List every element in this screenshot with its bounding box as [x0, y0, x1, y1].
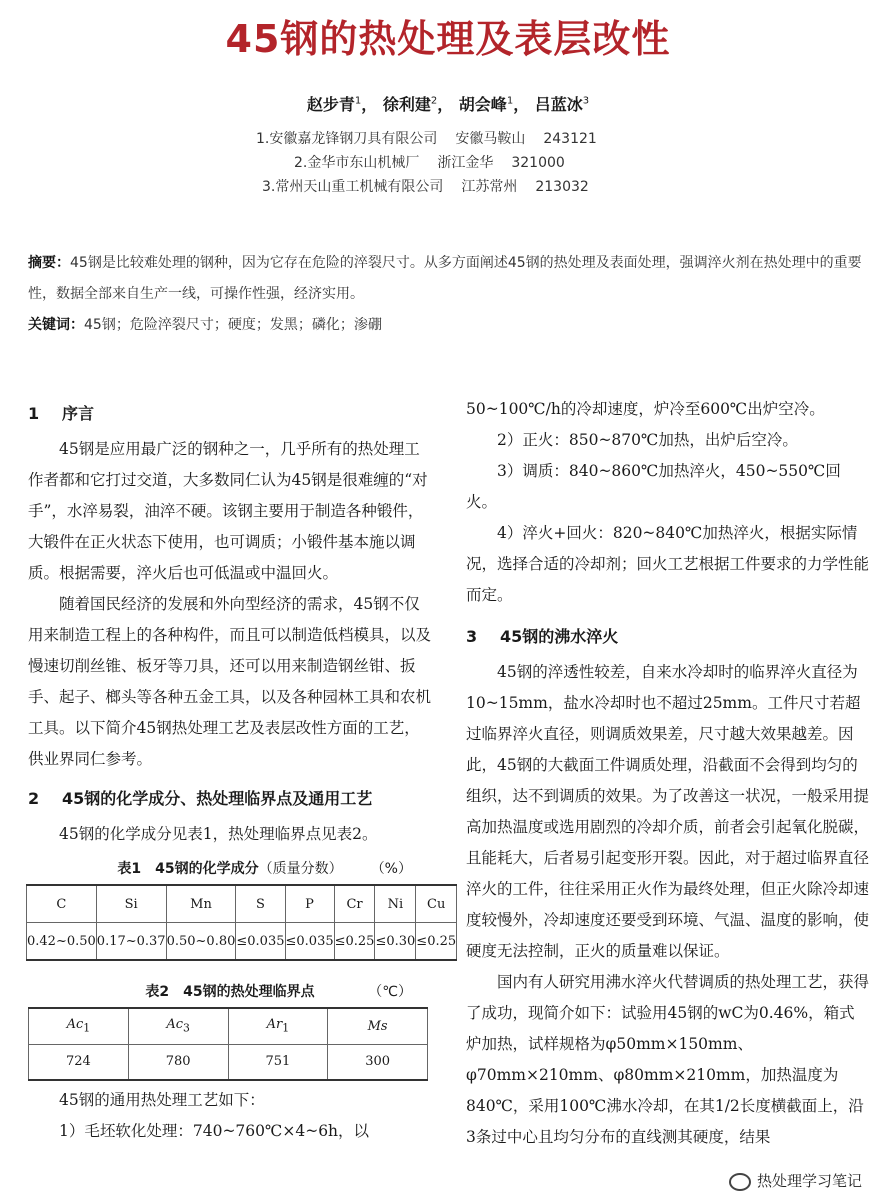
section-number: 1	[28, 404, 40, 423]
abstract-label: 摘要：	[28, 255, 70, 271]
keywords	[28, 310, 868, 341]
affiliation-3	[262, 176, 589, 196]
paragraph-continued: 50~100℃/h的冷却速度，炉冷至600℃出炉空冷。	[466, 400, 825, 418]
section-number: 3	[466, 627, 478, 646]
header-symbol: Ms	[367, 1018, 388, 1034]
table-cell: 0.42~0.50	[27, 923, 97, 961]
section-number: 2	[28, 789, 40, 808]
affiliation-place: 安徽马鞍山	[455, 131, 526, 147]
section-title: 序言	[62, 404, 95, 423]
right-column	[466, 394, 870, 1153]
table-header-row	[29, 1008, 428, 1044]
table-cell: 724	[29, 1044, 129, 1080]
paragraph: 45钢的化学成分见表1，热处理临界点见表2。	[59, 825, 378, 843]
author-name: 吕蓝冰	[534, 95, 583, 114]
abstract-text: 45钢是比较难处理的钢种，因为它存在危险的淬裂尺寸。从多方面阐述45钢的热处理及表面处理，强调淬火剂在热处理中的重要性，数据全部来自生产一线，可操作性强，经济实用。	[28, 255, 862, 302]
section-title: 45钢的化学成分、热处理临界点及通用工艺	[62, 789, 373, 808]
table2	[28, 1007, 428, 1081]
table-header-cell	[228, 1008, 328, 1044]
affiliation-1	[256, 128, 597, 148]
author-name: 赵步青	[306, 95, 355, 114]
table-header-cell: Cu	[416, 885, 457, 923]
affiliation-2	[294, 152, 565, 172]
paragraph: 国内有人研究用沸水淬火代替调质的热处理工艺，获得了成功，现简介如下：试验用45钢的wC为0.46%，箱式炉加热，试样规格为φ50mm×150mm、φ70mm×210mm、φ80mm×210mm，加热温度为840℃，采用100℃沸水冷却，在其1/2长度横截面上，沿3条过中心且均匀分布的直线测其硬度，结果	[466, 973, 870, 1146]
section-title: 45钢的沸水淬火	[500, 627, 619, 646]
affiliation-org: 2.金华市东山机械厂	[294, 155, 420, 171]
table2-unit: （℃）	[368, 984, 412, 1000]
table-cell: ≤0.30	[375, 923, 416, 961]
header-symbol: Ac	[66, 1017, 84, 1032]
header-symbol: Ac	[166, 1017, 184, 1032]
table-cell: ≤0.035	[236, 923, 285, 961]
table-cell: 0.17~0.37	[96, 923, 166, 961]
header-subscript: 3	[183, 1021, 190, 1035]
table-header-cell: S	[236, 885, 285, 923]
affiliation-org: 1.安徽嘉龙锋钢刀具有限公司	[256, 131, 438, 147]
section-heading	[28, 394, 432, 434]
section-heading	[28, 779, 432, 819]
author-name: 胡会峰	[458, 95, 507, 114]
author-affil-mark: 1	[506, 95, 514, 107]
left-column	[27, 394, 457, 1147]
table-header-cell	[29, 1008, 129, 1044]
abstract	[28, 248, 868, 310]
watermark-text: 热处理学习笔记	[756, 1172, 862, 1190]
table-header-cell: Ni	[375, 885, 416, 923]
table-header-cell: Cr	[334, 885, 375, 923]
header-symbol: Ar	[266, 1017, 283, 1032]
author-affil-mark: 2	[430, 95, 438, 107]
list-item: 3）调质：840~860℃加热淬火，450~550℃回火。	[466, 462, 841, 511]
author-separator: ，	[437, 95, 454, 114]
list-item: 1）毛坯软化处理：740~760℃×4~6h，以	[59, 1121, 370, 1140]
table1	[26, 884, 457, 961]
table-header-cell	[128, 1008, 228, 1044]
wechat-icon	[729, 1173, 751, 1191]
table-cell: 751	[228, 1044, 328, 1080]
table-header-cell	[328, 1008, 428, 1044]
affiliation-place: 江苏常州	[461, 179, 518, 195]
author-separator: ，	[361, 95, 378, 114]
table-cell: 780	[128, 1044, 228, 1080]
keywords-label: 关键词：	[28, 317, 84, 333]
header-subscript: 1	[282, 1021, 290, 1035]
table-cell: 0.50~0.80	[166, 923, 236, 961]
header-subscript: 1	[83, 1021, 91, 1035]
table1-unit: （%）	[370, 861, 412, 877]
table-header-row	[27, 885, 457, 923]
table-cell: ≤0.25	[416, 923, 457, 961]
table-cell: 300	[328, 1044, 428, 1080]
paragraph: 45钢的淬透性较差，自来水冷却时的临界淬火直径为10~15mm，盐水冷却时也不超过25mm。工件尺寸若超过临界淬火直径，则调质效果差，尺寸越大效果越差。因此，45钢的大截面工件调质处理，沿截面不会得到均匀的组织，达不到调质的效果。为了改善这一状况，一般采用提高加热温度或选用剧烈的冷却介质，前者会引起氧化脱碳，且能耗大，后者易引起变形开裂。因此，对于超过临界直径淬火的工件，往往采用正火作为最终处理，但正火除冷却速度较慢外，冷却速度还要受到环境、气温、温度的影响，使硬度无法控制，正火的质量难以保证。	[466, 663, 870, 960]
table2-caption-title: 表2 45钢的热处理临界点	[145, 984, 315, 1000]
table-cell: ≤0.25	[334, 923, 375, 961]
table-header-cell: Si	[96, 885, 166, 923]
affiliation-zip: 243121	[543, 131, 597, 147]
paragraph: 45钢的通用热处理工艺如下：	[59, 1090, 265, 1109]
list-item: 4）淬火+回火：820~840℃加热淬火，根据实际情况，选择合适的冷却剂；回火工艺根据工件要求的力学性能而定。	[466, 524, 870, 604]
author-list	[0, 92, 896, 115]
abstract-block	[28, 248, 868, 341]
table-header-cell: P	[285, 885, 334, 923]
paper-title: 45钢的热处理及表层改性	[225, 17, 671, 61]
section-heading	[466, 617, 870, 657]
affiliation-place: 浙江金华	[437, 155, 494, 171]
table-row	[29, 1044, 428, 1080]
paragraph: 随着国民经济的发展和外向型经济的需求，45钢不仅用来制造工程上的各种构件，而且可以制造低档模具，以及慢速切削丝锥、板牙等刀具，还可以用来制造钢丝钳、扳手、起子、榔头等各种五金工具，以及各种园林工具和农机工具。以下简介45钢热处理工艺及表层改性方面的工艺，供业界同仁参考。	[28, 595, 432, 768]
keywords-text: 45钢；危险淬裂尺寸；硬度；发黑；磷化；渗硼	[84, 317, 382, 333]
paragraph: 45钢是应用最广泛的钢种之一，几乎所有的热处理工作者都和它打过交道，大多数同仁认为45钢是很难缠的“对手”，水淬易裂，油淬不硬。该钢主要用于制造各种锻件，大锻件在正火状态下使用，也可调质；小锻件基本施以调质。根据需要，淬火后也可低温或中温回火。	[28, 440, 428, 582]
author-affil-mark: 1	[354, 95, 362, 107]
table1-caption-title: 表1 45钢的化学成分	[117, 861, 259, 877]
table-header-cell: C	[27, 885, 97, 923]
author-name: 徐利建	[382, 95, 431, 114]
affiliation-zip: 213032	[535, 179, 589, 195]
watermark	[725, 1170, 866, 1191]
table1-caption	[28, 854, 432, 884]
table2-caption	[28, 977, 432, 1007]
table-row	[27, 923, 457, 961]
author-separator: ，	[513, 95, 530, 114]
affiliation-zip: 321000	[511, 155, 565, 171]
author-affil-mark: 3	[582, 95, 590, 107]
table-header-cell: Mn	[166, 885, 236, 923]
list-item: 2）正火：850~870℃加热，出炉后空冷。	[497, 431, 798, 449]
table1-caption-note: （质量分数）	[258, 861, 343, 877]
table-cell: ≤0.035	[285, 923, 334, 961]
affiliation-org: 3.常州天山重工机械有限公司	[262, 179, 444, 195]
